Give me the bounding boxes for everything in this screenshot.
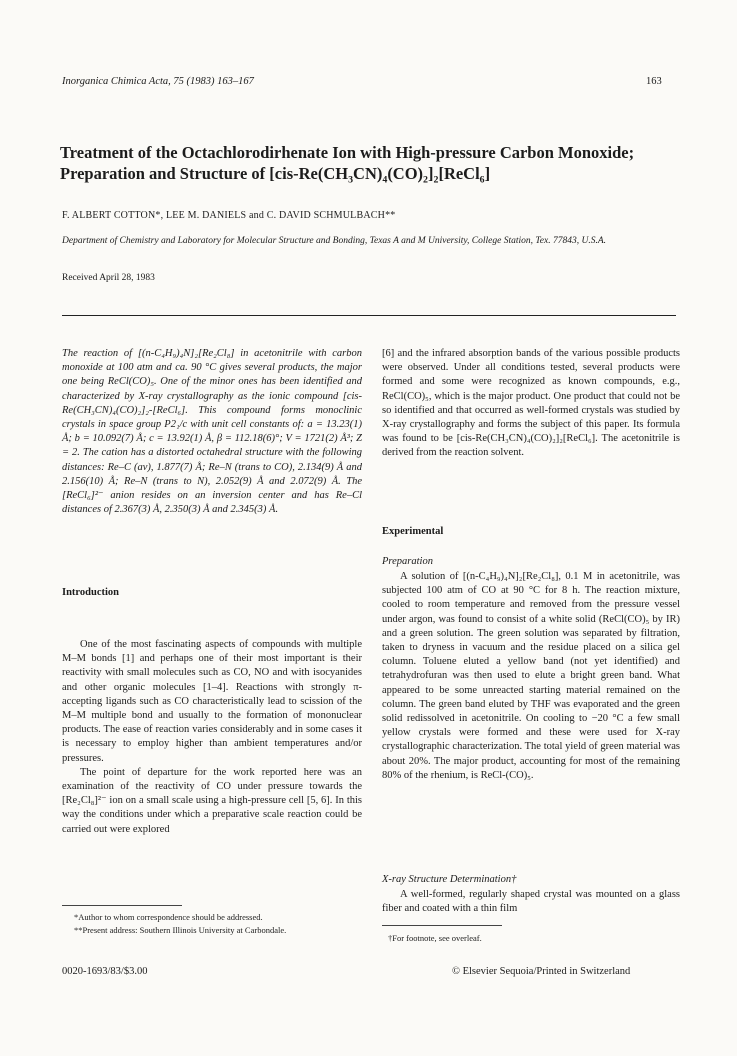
footnote: **Present address: Southern Illinois University at Carbondale.: [74, 925, 287, 935]
xray-body: [382, 888, 680, 916]
author-list: F. ALBERT COTTON*, LEE M. DANIELS and C. DAVID SCHMULBACH**: [62, 210, 396, 221]
footnote: *Author to whom correspondence should be addressed.: [74, 912, 263, 922]
xray-heading: X-ray Structure Determination†: [382, 874, 517, 885]
header-divider: [62, 315, 676, 316]
preparation-heading: Preparation: [382, 556, 433, 567]
journal-citation: Inorganica Chimica Acta, 75 (1983) 163–167: [62, 76, 254, 87]
publisher-line: © Elsevier Sequoia/Printed in Switzerland: [452, 966, 631, 977]
xray-paragraph: A well-formed, regularly shaped crystal was mounted on a glass fiber and coated with a thin film: [382, 889, 680, 915]
issn-code: 0020-1693/83/$3.00: [62, 966, 148, 977]
experimental-heading: Experimental: [382, 526, 444, 537]
footnote-dagger: †For footnote, see overleaf.: [388, 933, 482, 943]
article-title: Treatment of the Octachlorodirhenate Ion with High-pressure Carbon Monoxide; Preparation and Structure of [cis-Re(CH₃CN)₄(CO)₂]₂[ReCl₆]: [60, 143, 635, 183]
footnote-divider: [62, 905, 182, 906]
affiliation: Department of Chemistry and Laboratory for Molecular Structure and Bonding, Texas A and M University, College Station, Tex. 77843, U.S.A.: [62, 236, 607, 246]
introduction-heading: Introduction: [62, 587, 119, 598]
continuation-paragraph: [6] and the infrared absorption bands of the various possible products were observed. Under all conditions tested, several products were formed and some were recognized as known compounds, e.g., ReCl(CO)₅, which is the major product. One product that could not be so identified and that occurred as well-formed crystals was studied by X-ray crystallography and forms the subject of this paper. Its formula was found to be [cis-Re(CH₃CN)₄(CO)₂]₂[ReCl₆]. The acetonitrile is derived from the reaction solvent.: [382, 348, 680, 459]
received-date: Received April 28, 1983: [62, 273, 155, 283]
footnotes: [62, 911, 362, 937]
abstract: [62, 347, 362, 517]
footnote-divider-right: [382, 925, 502, 926]
introduction-body: [62, 638, 362, 837]
preparation-paragraph: A solution of [(n-C₄H₉)₄N]₂[Re₂Cl₈], 0.1 M in acetonitrile, was subjected 100 atm of CO at 90 °C for 8 h. The reaction mixture, cooled to room temperature and removed from the pressure vessel under argon, was found to consist of a white solid (ReCl(CO)₅ by IR) and a green solution. The green solution was separated by filtration, taken to dryness in vacuum and the residue placed on a silica gel column. Toluene eluted a yellow band (not yet identified) and tetrahydrofuran was then used to elute a bright green band. What appeared to be some unreacted starting material remained on the column. The green band eluted by THF was evaporated and the green solid redissolved in acetonitrile. On cooling to −20 °C a few small yellow crystals were formed and these were used for X-ray crystallographic characterization. The total yield of green material was about 20%. The major product, accounting for most of the remaining 80% of the rhenium, is ReCl-(CO)₅.: [382, 571, 680, 781]
right-column-continuation: [382, 347, 680, 461]
abstract-text: The reaction of [(n-C₄H₉)₄N]₂[Re₂Cl₈] in acetonitrile with carbon monoxide at 100 atm and ca. 90 °C gives several products, the major one being ReCl(CO)₅. One of the minor ones has been identified and characterized by X-ray crystallography as the ionic compound [cis-Re(CH₃CN)₄(CO)₂]₂-[ReCl₆]. This compound forms monoclinic crystals in space group P2₁/c with unit cell constants of: a = 13.23(1) Å; b = 10.092(7) Å; c = 13.92(1) Å, β = 112.18(6)°; V = 1721(2) Å³; Z = 2. The cation has a distorted octahedral structure with the following distances: Re–C (av), 1.877(7) Å; Re–N (trans to CO), 2.134(9) Å and 2.156(10) Å; Re–N (trans to N), 2.052(9) Å and 2.072(9) Å. The [ReCl₆]²⁻ anion resides on an inversion center and has Re–Cl distances of 2.367(3) Å, 2.350(3) Å and 2.345(3) Å.: [62, 348, 362, 516]
introduction-paragraph: The point of departure for the work reported here was an examination of the reactivity of CO under pressure towards the [Re₂Cl₈]²⁻ ion on a small scale using a high-pressure cell [5, 6]. In this way the conditions under which a preparative scale reaction could be carried out were explored: [62, 766, 362, 835]
introduction-paragraph: One of the most fascinating aspects of compounds with multiple M–M bonds [1] and perhaps one of their most important is their reactivity with small molecules such as CO, NO and with isocyanides and other organic molecules [1–4]. Reactions with strongly π-accepting ligands such as CO characteristically lead to scission of the M–M multiple bond and usually to the formation of mononuclear products. The ease of reaction varies considerably and in some cases it is necessary to employ higher than ambient temperatures and/or pressures.: [62, 639, 362, 764]
page-number: 163: [646, 76, 662, 87]
preparation-body: [382, 570, 680, 783]
